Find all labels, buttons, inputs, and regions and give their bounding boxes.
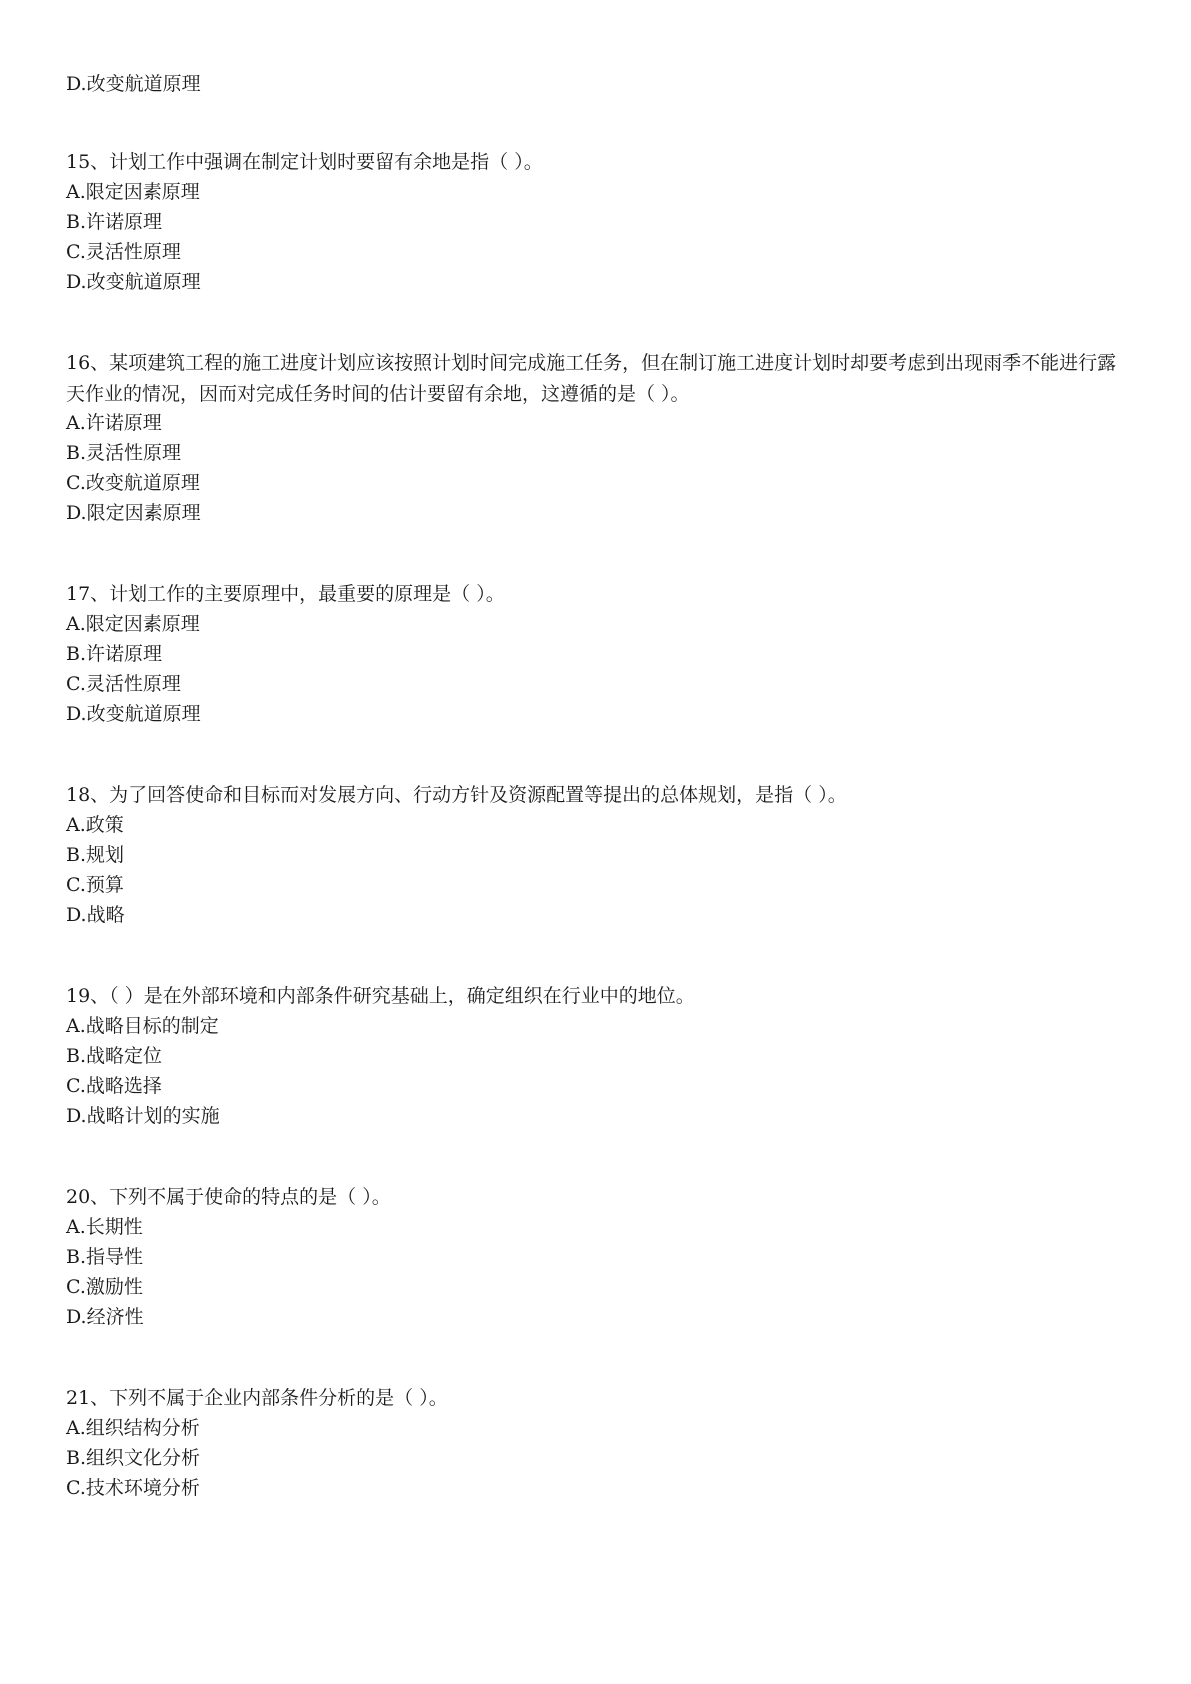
- option-a: A.战略目标的制定: [66, 1015, 219, 1037]
- option-c: C.技术环境分析: [66, 1477, 200, 1499]
- option-a: A.限定因素原理: [66, 181, 200, 203]
- option-text: D.改变航道原理: [66, 73, 201, 95]
- option-d: D.战略计划的实施: [66, 1105, 220, 1127]
- option-a: A.长期性: [66, 1216, 143, 1238]
- option-c: C.改变航道原理: [66, 472, 200, 494]
- question-stem: 18、为了回答使命和目标而对发展方向、行动方针及资源配置等提出的总体规划，是指（ ）。: [66, 784, 847, 806]
- option-c: C.灵活性原理: [66, 673, 181, 695]
- question-stem: 17、计划工作的主要原理中，最重要的原理是（ ）。: [66, 583, 505, 605]
- question-stem: 19、（ ）是在外部环境和内部条件研究基础上，确定组织在行业中的地位。: [66, 985, 695, 1007]
- option-b: B.灵活性原理: [66, 442, 182, 464]
- option-c: C.预算: [66, 874, 124, 896]
- option-d: D.限定因素原理: [66, 502, 201, 524]
- question-stem: 16、某项建筑工程的施工进度计划应该按照计划时间完成施工任务，但在制订施工进度计划时却要考虑到出现雨季不能进行露天作业的情况，因而对完成任务时间的估计要留有余地，这遵循的是（ ）。: [66, 352, 1117, 405]
- question-stem: 20、下列不属于使命的特点的是（ ）。: [66, 1186, 391, 1208]
- option-d: D.经济性: [66, 1306, 144, 1328]
- option-d: D.改变航道原理: [66, 703, 201, 725]
- option-c: C.灵活性原理: [66, 241, 181, 263]
- option-a: A.许诺原理: [66, 412, 162, 434]
- option-b: B.战略定位: [66, 1045, 163, 1067]
- option-c: C.激励性: [66, 1276, 143, 1298]
- option-b: B.规划: [66, 844, 125, 866]
- question-stem: 15、计划工作中强调在制定计划时要留有余地是指（ ）。: [66, 151, 543, 173]
- option-b: B.许诺原理: [66, 211, 163, 233]
- option-c: C.战略选择: [66, 1075, 162, 1097]
- option-d: D.改变航道原理: [66, 271, 201, 293]
- option-b: B.组织文化分析: [66, 1447, 201, 1469]
- option-a: A.限定因素原理: [66, 613, 200, 635]
- option-b: B.指导性: [66, 1246, 144, 1268]
- option-b: B.许诺原理: [66, 643, 163, 665]
- option-a: A.政策: [66, 814, 124, 836]
- option-d: D.战略: [66, 904, 125, 926]
- question-stem: 21、下列不属于企业内部条件分析的是（ ）。: [66, 1387, 448, 1409]
- option-a: A.组织结构分析: [66, 1417, 200, 1439]
